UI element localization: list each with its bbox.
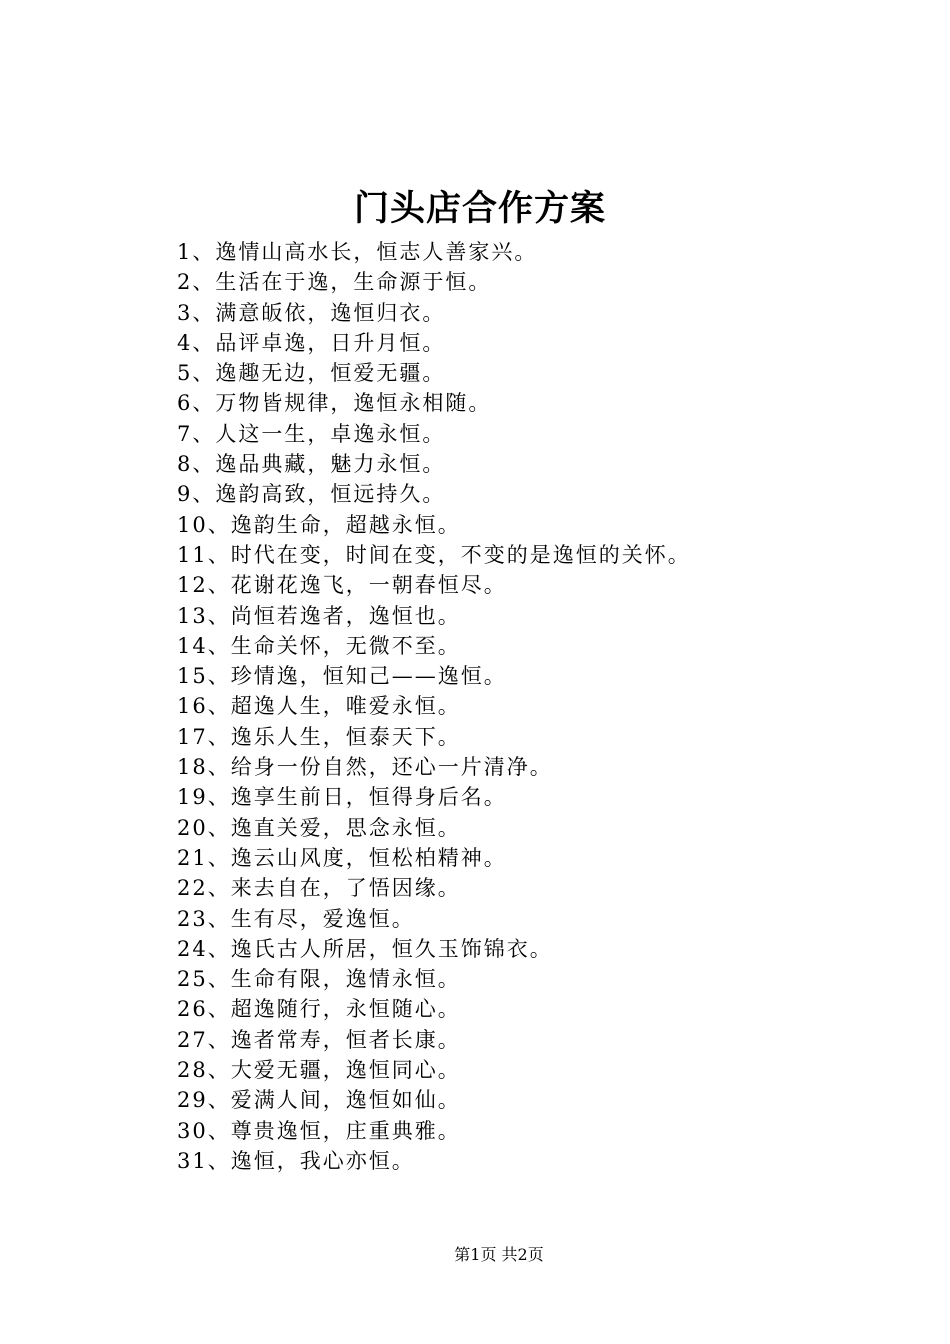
list-item: 31、逸恒，我心亦恒。 <box>177 1148 415 1173</box>
list-item: 17、逸乐人生，恒泰天下。 <box>177 724 461 749</box>
list-item: 1、逸情山高水长，恒志人善家兴。 <box>177 240 538 264</box>
list-item: 23、生有尽，爱逸恒。 <box>177 906 415 931</box>
list-item: 6、万物皆规律，逸恒永相随。 <box>177 391 492 416</box>
list-item: 14、生命关怀，无微不至。 <box>177 633 461 658</box>
list-item: 27、逸者常寿，恒者长康。 <box>177 1027 461 1052</box>
page-footer: 第1页 共2页 <box>454 1245 544 1264</box>
list-item: 16、超逸人生，唯爱永恒。 <box>177 694 461 719</box>
list-item: 2、生活在于逸，生命源于恒。 <box>177 270 492 295</box>
list-item: 7、人这一生，卓逸永恒。 <box>177 421 446 446</box>
list-item: 20、逸直关爱，思念永恒。 <box>177 815 461 840</box>
document-title: 门头店合作方案 <box>353 188 606 229</box>
list-item: 10、逸韵生命，超越永恒。 <box>177 512 461 537</box>
list-item: 3、满意皈依，逸恒归衣。 <box>177 300 446 325</box>
list-item: 4、品评卓逸，日升月恒。 <box>177 330 446 355</box>
list-item: 8、逸品典藏，魅力永恒。 <box>177 452 446 477</box>
list-item: 13、尚恒若逸者，逸恒也。 <box>177 603 461 628</box>
list-item: 28、大爱无疆，逸恒同心。 <box>177 1058 461 1083</box>
list-item: 24、逸氏古人所居，恒久玉饰锦衣。 <box>177 936 553 961</box>
slogan-list <box>177 237 691 1176</box>
list-item: 11、时代在变，时间在变，不变的是逸恒的关怀。 <box>177 542 691 567</box>
list-item: 18、给身一份自然，还心一片清净。 <box>177 755 553 780</box>
list-item: 22、来去自在，了悟因缘。 <box>177 876 461 901</box>
list-item: 25、生命有限，逸情永恒。 <box>177 967 461 992</box>
list-item: 5、逸趣无边，恒爱无疆。 <box>177 361 446 386</box>
list-item: 26、超逸随行，永恒随心。 <box>177 997 461 1022</box>
list-item: 29、爱满人间，逸恒如仙。 <box>177 1088 461 1113</box>
list-item: 21、逸云山风度，恒松柏精神。 <box>177 845 507 870</box>
list-item: 12、花谢花逸飞，一朝春恒尽。 <box>177 573 507 598</box>
list-item: 15、珍情逸，恒知己——逸恒。 <box>177 664 507 689</box>
list-item: 9、逸韵高致，恒远持久。 <box>177 482 446 507</box>
list-item: 19、逸享生前日，恒得身后名。 <box>177 785 507 810</box>
list-item: 30、尊贵逸恒，庄重典雅。 <box>177 1118 461 1143</box>
